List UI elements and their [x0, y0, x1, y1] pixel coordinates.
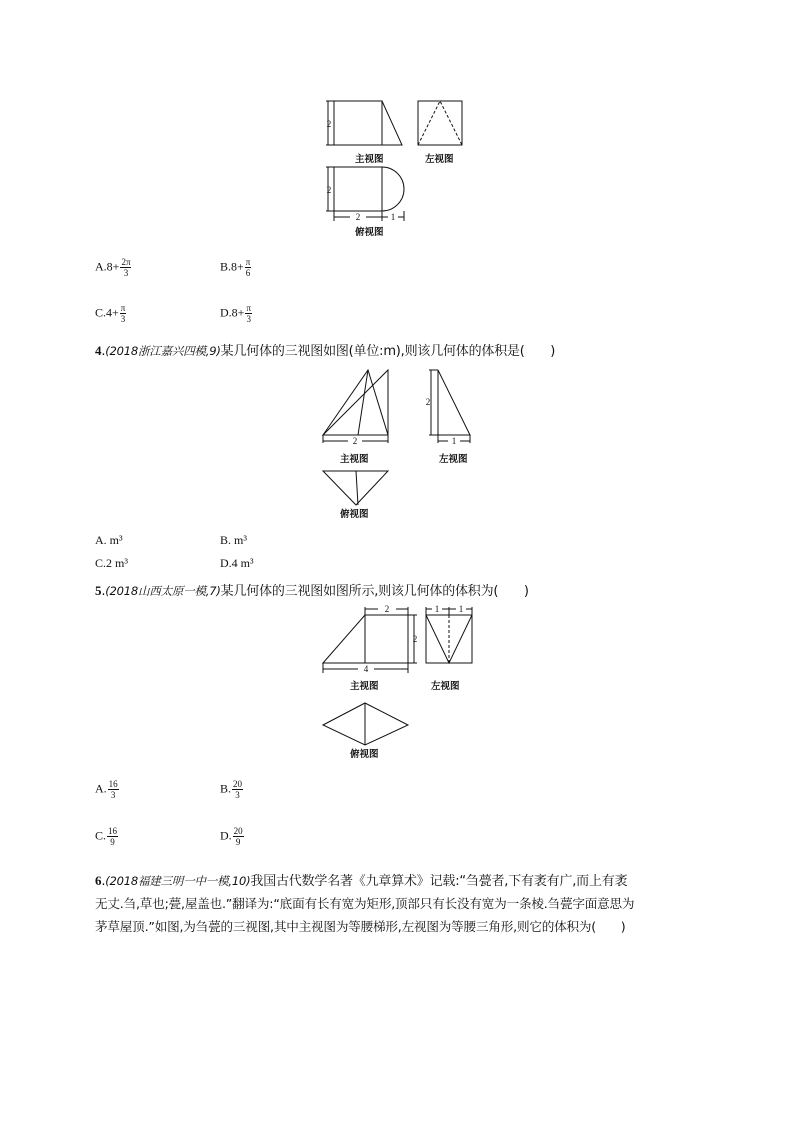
- q3-option-d[interactable]: D.8+ $\frac{\pi}{3}$: [220, 303, 251, 324]
- q5-left-label: 左视图: [431, 681, 460, 692]
- q4-option-b[interactable]: B. m³: [220, 533, 247, 547]
- q5-dim-bottom: 4: [363, 664, 369, 674]
- q5-front-label: 主视图: [350, 681, 379, 692]
- q5-dim-l1: 1: [434, 604, 440, 614]
- q4-option-c[interactable]: C.2 m³: [95, 556, 128, 570]
- q5-dim-top: 2: [384, 604, 390, 614]
- q5-option-b[interactable]: B. $\frac{20}{3}$: [220, 779, 243, 800]
- q6-stem-line2: 无丈.刍,草也;甍,屋盖也.”翻译为:“底面有长有宽为矩形,顶部只有长没有宽为一条棱.刍甍字面意思为: [95, 896, 635, 911]
- q4-option-a[interactable]: A. m³: [95, 533, 123, 547]
- q4-dim-left-h: 2: [425, 397, 431, 407]
- front-view-triangle: [382, 101, 402, 145]
- q4-front-label: 主视图: [340, 454, 369, 465]
- q4-left-label: 左视图: [439, 454, 468, 465]
- fig1-dim-front-h: 2: [326, 119, 332, 129]
- fig1-left-label: 左视图: [425, 154, 454, 165]
- q6-stem-line1: 6.(2018福建三明一中一模,10)我国古代数学名著《九章算术》记载:“刍甍者,下有袤有广,而上有袤: [95, 873, 628, 889]
- q3-option-c[interactable]: C.4+ $\frac{\pi}{3}$: [95, 303, 126, 324]
- q5-dim-l2: 1: [458, 604, 464, 614]
- q5-stem: 5.(2018山西太原一模,7)某几何体的三视图如图所示,则该几何体的体积为( ): [95, 583, 529, 599]
- q5-top-label: 俯视图: [350, 749, 379, 760]
- front-view-rect: [334, 101, 382, 145]
- left-view-square: [418, 101, 462, 145]
- q4-left-triangle: [438, 370, 470, 435]
- q5-option-c[interactable]: C. $\frac{16}{9}$: [95, 826, 118, 847]
- top-view-rect: [334, 167, 382, 211]
- q4-dim-front-w: 2: [352, 436, 358, 446]
- fig1-dim-top-w: 2: [355, 212, 361, 222]
- fig1-dim-top-h: 2: [326, 185, 332, 195]
- figure-q4-three-views: [318, 365, 478, 525]
- fig1-top-label: 俯视图: [355, 227, 384, 238]
- figure-1-three-views: [320, 95, 470, 235]
- left-view-dashed-triangle: [418, 101, 462, 145]
- figure-q5-three-views: [318, 605, 478, 745]
- q4-dim-left-w: 1: [451, 436, 457, 446]
- q6-stem-line3: 茅草屋顶.”如图,为刍甍的三视图,其中主视图为等腰梯形,左视图为等腰三角形,则它的体积为( ): [95, 919, 626, 934]
- q3-option-a[interactable]: A.8+ $\frac{2\pi}{3}$: [95, 257, 131, 278]
- q5-option-a[interactable]: A. $\frac{16}{3}$: [95, 779, 118, 800]
- q3-option-b[interactable]: B.8+ $\frac{\pi}{6}$: [220, 257, 251, 278]
- q5-option-d[interactable]: D. $\frac{20}{9}$: [220, 826, 243, 847]
- q4-stem: 4.(2018浙江嘉兴四模,9)某几何体的三视图如图(单位:m),则该几何体的体积是( ): [95, 343, 556, 359]
- fig1-front-label: 主视图: [355, 154, 384, 165]
- top-view-semicircle: [382, 167, 404, 211]
- fig1-dim-top-r: 1: [390, 212, 396, 222]
- q4-top-label: 俯视图: [340, 509, 369, 520]
- q4-top-triangle: [323, 471, 388, 505]
- q5-dim-right: 2: [412, 634, 418, 644]
- q4-option-d[interactable]: D.4 m³: [220, 556, 254, 570]
